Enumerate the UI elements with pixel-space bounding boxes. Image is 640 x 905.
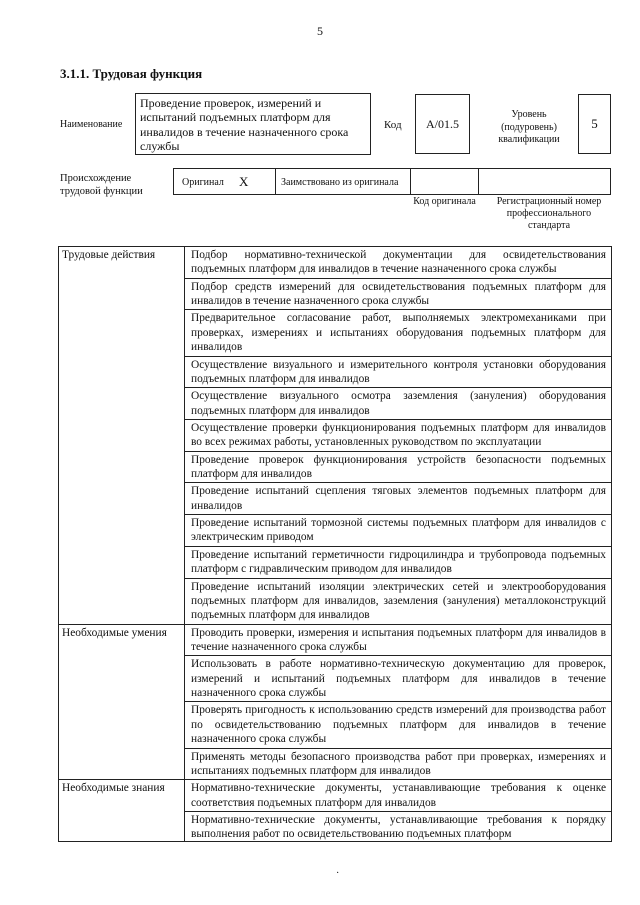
- page-number: 5: [317, 24, 323, 38]
- reg-caption: Регистрационный номер профессионального стандарта: [496, 196, 602, 231]
- table-cell: Подбор нормативно-технической документации для освидетельствования подъемных платформ для инвалидов в течение назначенного срока службы: [185, 247, 612, 279]
- table-cell: Проведение испытаний тормозной системы подъемных платформ для инвалидов с электрическим приводом: [185, 515, 612, 547]
- table-cell: Проведение проверок функционирования устройств безопасности подъемных платформ для инвалидов: [185, 451, 612, 483]
- table-row: [59, 247, 612, 279]
- category-knowledge: Необходимые знания: [59, 780, 185, 842]
- original-mark: X: [239, 174, 249, 189]
- origin-original-cell: [173, 168, 276, 195]
- table-cell: Использовать в работе нормативно-техническую документацию для проверок, измерений и испытаний подъемных платформ для инвалидов в течение назначенного срока службы: [185, 656, 612, 702]
- name-label: Наименование: [60, 119, 123, 130]
- table-row: [59, 780, 612, 812]
- code-caption: Код оригинала: [413, 196, 476, 207]
- code-value: A/01.5: [415, 94, 470, 154]
- level-value: 5: [578, 94, 611, 154]
- scan-mark: ·: [336, 868, 340, 879]
- code-label: Код: [384, 119, 402, 131]
- origin-table: [173, 168, 611, 195]
- table-cell: [185, 811, 612, 841]
- function-details-table: [58, 246, 612, 842]
- table-cell: Осуществление визуального осмотра заземления (зануления) оборудования подъемных платформ для инвалидов: [185, 388, 612, 420]
- section-title: 3.1.1. Трудовая функция: [60, 66, 203, 81]
- origin-code-cell: [410, 168, 479, 195]
- original-label: Оригинал: [182, 177, 224, 188]
- table-cell: Осуществление визуального и измерительного контроля установки оборудования подъемных платформ для инвалидов: [185, 356, 612, 388]
- category-labor-actions: Трудовые действия: [59, 247, 185, 625]
- table-cell: Проведение испытаний герметичности гидроцилиндра и трубопровода подъемных платформ с гидравлическим приводом для инвалидов: [185, 546, 612, 578]
- category-skills: Необходимые умения: [59, 624, 185, 780]
- table-row: [59, 624, 612, 656]
- table-cell: Применять методы безопасного производства работ при проверках, измерениях и испытаниях подъемных платформ для инвалидов: [185, 748, 612, 780]
- table-cell: Осуществление проверки функционирования подъемных платформ для инвалидов во всех режимах работы, установленных руководством по эксплуатации: [185, 419, 612, 451]
- level-label: Уровень (подуровень) квалификации: [498, 109, 560, 145]
- table-cell: Проведение испытаний сцепления тяговых элементов подъемных платформ для инвалидов: [185, 483, 612, 515]
- table-cell: Проверять пригодность к использованию средств измерений для производства работ по освидетельствованию подъемных платформ для инвалидов в течение назначенного срока службы: [185, 702, 612, 748]
- table-cell: Предварительное согласование работ, выполняемых электромеханиками при проверках, измерениях и испытаниях оборудования подъемных платформ для инвалидов: [185, 310, 612, 356]
- origin-label: Происхождение трудовой функции: [60, 173, 143, 198]
- borrowed-label: Заимствовано из оригинала: [281, 177, 399, 188]
- table-cell-text: Нормативно-технические документы, устанавливающие требования к порядку выполнения работ по освидетельствованию подъемных платформ: [191, 813, 606, 840]
- table-cell: Проведение испытаний изоляции электрических сетей и электрооборудования подъемных платформ для инвалидов, заземления (зануления) металлоконструкций подъемных платформ для инвалидов: [185, 578, 612, 624]
- table-cell: Проводить проверки, измерения и испытания подъемных платформ для инвалидов в течение назначенного срока службы: [185, 624, 612, 656]
- origin-reg-cell: [478, 168, 611, 195]
- origin-borrowed-cell: [275, 168, 411, 195]
- function-name: Проведение проверок, измерений и испытаний подъемных платформ для инвалидов в течение назначенного срока службы: [135, 93, 371, 155]
- table-cell: Нормативно-технические документы, устанавливающие требования к оценке соответствия подъемных платформ для инвалидов: [185, 780, 612, 812]
- table-cell: Подбор средств измерений для освидетельствования подъемных платформ для инвалидов в течение назначенного срока службы: [185, 278, 612, 310]
